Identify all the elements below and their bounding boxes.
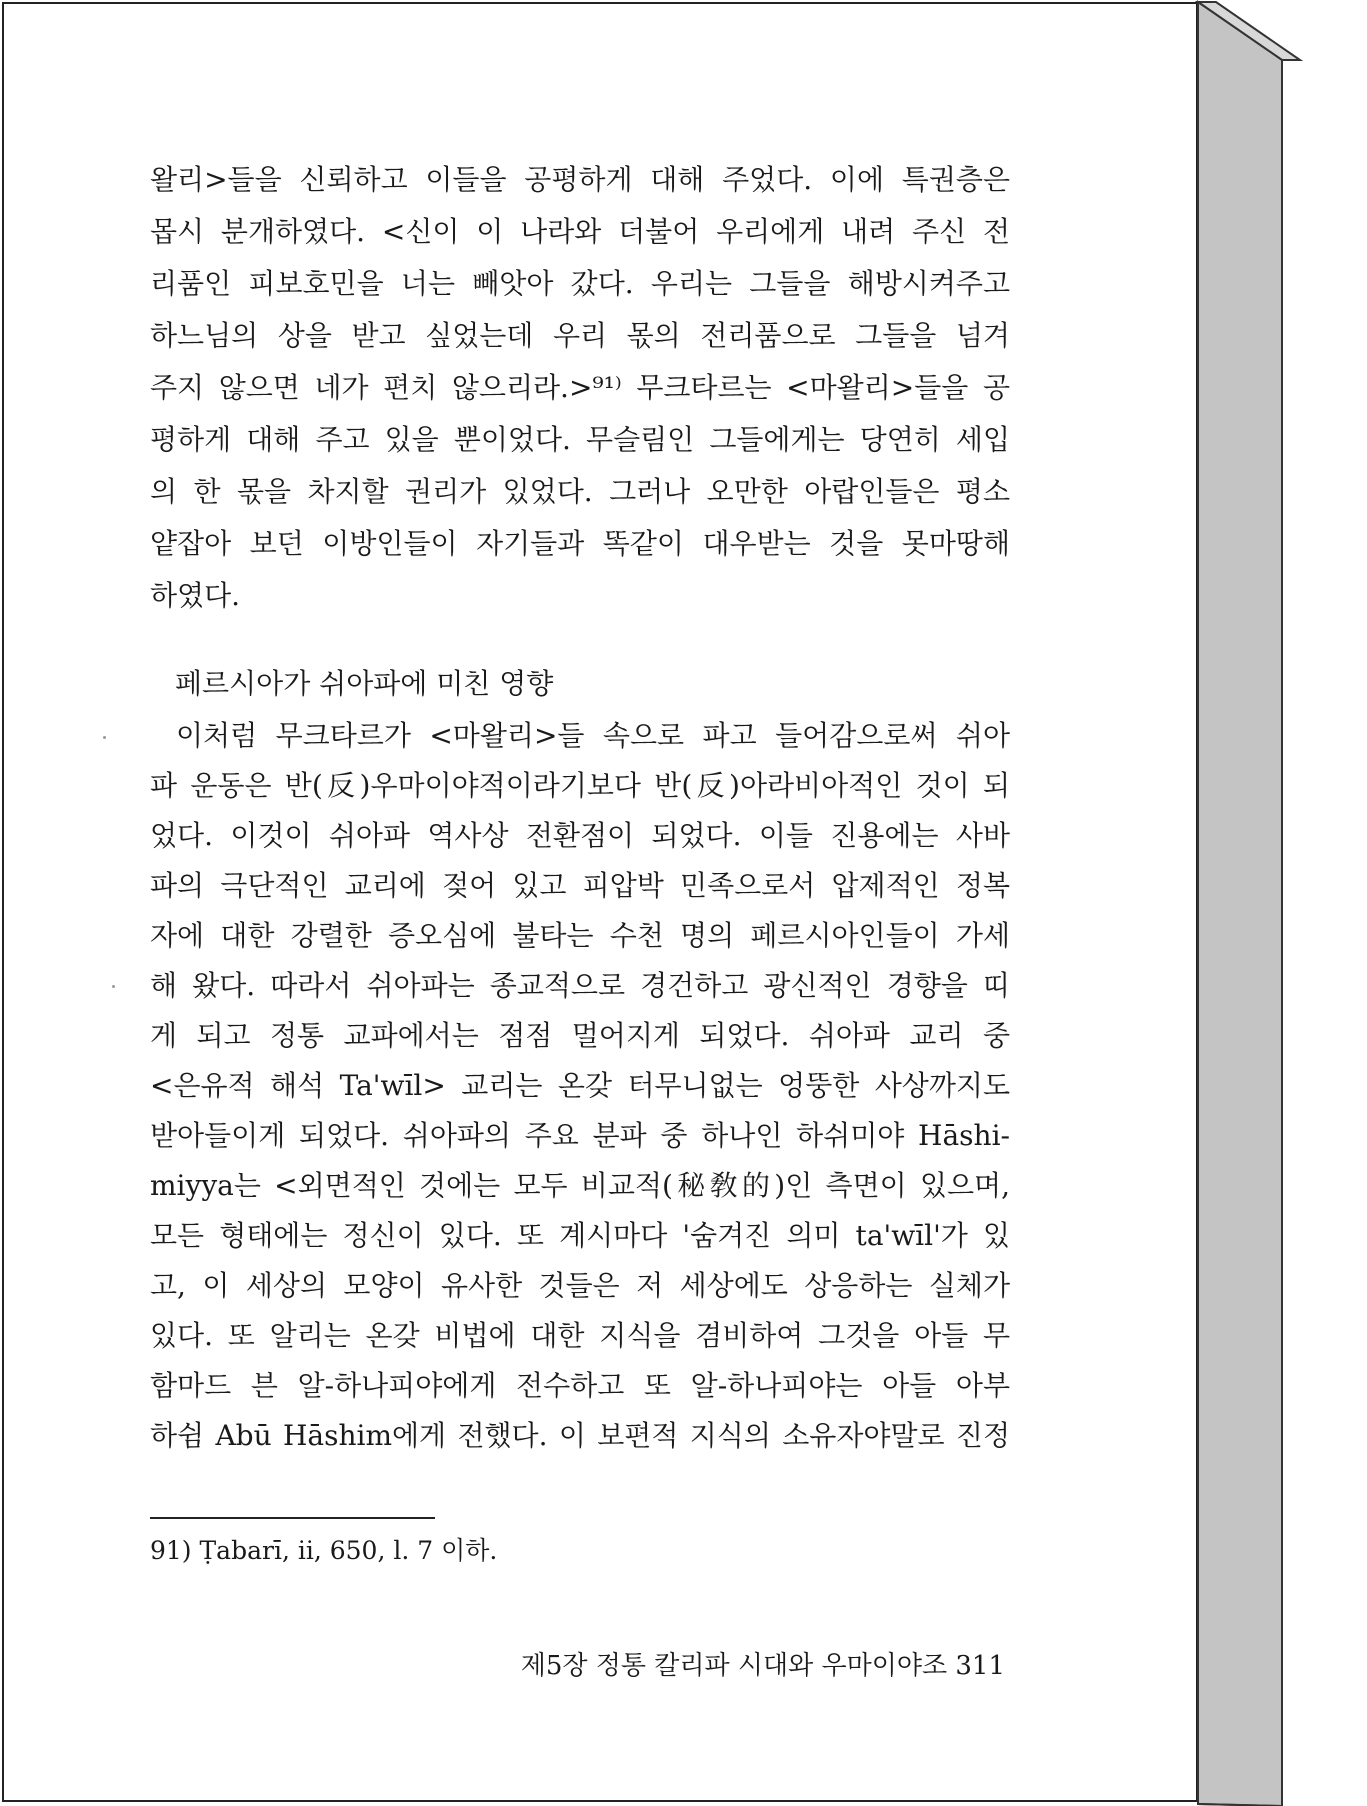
text-line: 의 한 몫을 차지할 권리가 있었다. 그러나 오만한 아랍인들은 평소 <box>150 475 1010 508</box>
text-line: <은유적 해석 Ta'wīl> 교리는 온갖 터무니없는 엉뚱한 사상까지도 <box>150 1069 1010 1102</box>
running-footer: 제5장 정통 칼리파 시대와 우마이야조 311 <box>520 1651 1005 1681</box>
text-line: 이처럼 무크타르가 <마왈리>들 속으로 파고 들어감으로써 쉬아 <box>176 719 1010 752</box>
text-line: 파의 극단적인 교리에 젖어 있고 피압박 민족으로서 압제적인 정복 <box>150 869 1010 902</box>
footnote-rule <box>150 1517 435 1519</box>
text-line: 고, 이 세상의 모양이 유사한 것들은 저 세상에도 상응하는 실체가 <box>150 1269 1010 1302</box>
text-line: 주지 않으면 네가 편치 않으리라.>⁹¹⁾ 무크타르는 <마왈리>들을 공 <box>150 371 1010 404</box>
text-line: 하쉼 Abū Hāshim에게 전했다. 이 보편적 지식의 소유자야말로 진정 <box>150 1419 1010 1452</box>
text-line: 받아들이게 되었다. 쉬아파의 주요 분파 중 하나인 하쉬미야 Hāshi- <box>150 1119 1010 1152</box>
text-line: 하였다. <box>150 579 241 612</box>
text-line: 평하게 대해 주고 있을 뿐이었다. 무슬림인 그들에게는 당연히 세입 <box>150 423 1010 456</box>
text-line: 얕잡아 보던 이방인들이 자기들과 똑같이 대우받는 것을 못마땅해 <box>150 527 1010 560</box>
text-line: 리품인 피보호민을 너는 빼앗아 갔다. 우리는 그들을 해방시켜주고 <box>150 267 1010 300</box>
text-line: 었다. 이것이 쉬아파 역사상 전환점이 되었다. 이들 진용에는 사바 <box>150 819 1010 852</box>
text-line: 함마드 븐 알-하나피야에게 전수하고 또 알-하나피야는 아들 아부 <box>150 1369 1010 1402</box>
margin-speck <box>112 985 115 988</box>
footnote: 91) Ṭabarī, ii, 650, l. 7 이하. <box>150 1536 498 1565</box>
text-line: 모든 형태에는 정신이 있다. 또 계시마다 '숨겨진 의미 ta'wīl'가 있 <box>150 1219 1010 1252</box>
book-side-edge <box>1198 2 1282 1806</box>
margin-speck <box>103 736 106 739</box>
text-line: miyya는 <외면적인 것에는 모두 비교적(秘敎的)인 측면이 있으며, <box>150 1169 1010 1202</box>
text-line: 파 운동은 반(反)우마이야적이라기보다 반(反)아라비아적인 것이 되 <box>150 769 1010 802</box>
text-line: 해 왔다. 따라서 쉬아파는 종교적으로 경건하고 광신적인 경향을 띠 <box>150 969 1010 1002</box>
text-line: 자에 대한 강렬한 증오심에 불타는 수천 명의 페르시아인들이 가세 <box>150 919 1010 952</box>
section-heading: 페르시아가 쉬아파에 미친 영향 <box>175 667 554 700</box>
text-line: 게 되고 정통 교파에서는 점점 멀어지게 되었다. 쉬아파 교리 중 <box>150 1019 1010 1052</box>
text-line: 하느님의 상을 받고 싶었는데 우리 몫의 전리품으로 그들을 넘겨 <box>150 319 1010 352</box>
text-line: 몹시 분개하였다. <신이 이 나라와 더불어 우리에게 내려 주신 전 <box>150 215 1010 248</box>
book-top-edge <box>1198 2 1300 60</box>
text-line: 왈리>들을 신뢰하고 이들을 공평하게 대해 주었다. 이에 특권층은 <box>150 163 1010 196</box>
text-line: 있다. 또 알리는 온갖 비법에 대한 지식을 겸비하여 그것을 아들 무 <box>150 1319 1010 1352</box>
